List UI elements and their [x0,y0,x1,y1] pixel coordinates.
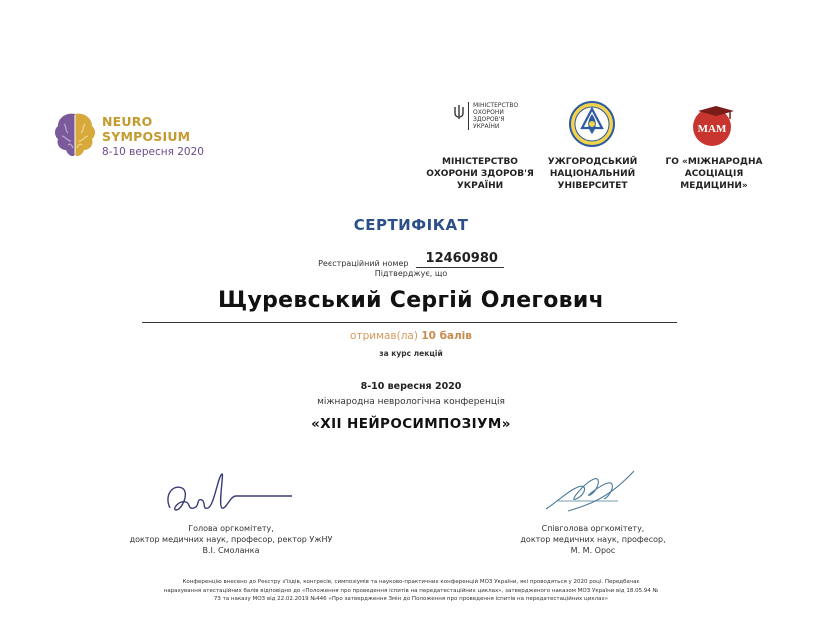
emblem-line: ОХОРОНИ [473,109,504,116]
registration-label: Реєстраційний номер [318,259,409,268]
emblem-line: МІНІСТЕРСТВО [473,102,519,109]
name-underline [142,322,677,323]
footer-line: Конференцію внесено до Реєстру з'їздів, конгресів, симпозіумів та науково-практичних конференцій МОЗ України, які проводяться у 2020 році. Передбачає [182,579,640,585]
signature-right-icon [538,461,648,521]
logo-line-symposium: SYMPOSIUM [102,129,191,144]
course-text: за курс лекцій [379,349,443,358]
emblem-line: УКРАЇНИ [473,123,500,130]
mam-name [658,156,770,192]
received-prefix: отримав(ла) [350,330,418,342]
confirm-text: Підтверджує, що [374,269,448,278]
org-name-line: ГО «МІЖНАРОДНА [665,157,763,167]
signature-block-right [478,523,708,556]
neuro-symposium-logo [52,110,222,166]
conference-description: міжнародна неврологічна конференція [317,397,505,407]
org-name-line: АСОЦІАЦІЯ [684,169,744,179]
logo-date: 8-10 вересня 2020 [102,146,204,158]
points-value: 10 балів [421,330,472,342]
footer-note [60,578,762,604]
footer-line: нарахування атестаційних балів відповідно до «Положення про проведення іспитів на передатестаційних циклах», затвердженого наказом МОЗ України від 18.05.94 № [163,587,659,594]
recipient-name: Щуревський Сергій Олегович [218,288,604,313]
registration-number: 12460980 [416,251,504,268]
signature-block-left [100,523,362,556]
org-name-line: МЕДИЦИНИ» [680,181,748,191]
mam-badge-text: MAM [697,123,727,135]
ministry-emblem-text [468,102,518,130]
certificate-title: СЕРТИФІКАТ [353,216,469,234]
signature-line: М. М. Орос [570,546,616,555]
conference-date: 8-10 вересня 2020 [360,381,462,392]
org-name-line: УКРАЇНИ [456,181,504,191]
signature-line: доктор медичних наук, професор, ректор УжНУ [129,535,333,544]
registration-row [0,247,822,268]
brain-icon [52,110,98,162]
trident-icon [454,104,464,120]
conference-name: «XII НЕЙРОСИМПОЗІУМ» [311,416,511,432]
org-name-line: УНІВЕРСИТЕТ [557,181,628,191]
ministry-name [410,156,550,192]
signature-line: В.І. Смоланка [202,546,260,555]
signature-left-icon [160,466,300,521]
university-name [535,156,650,192]
logo-line-neuro: NEURO [102,114,153,129]
org-name-line: МІНІСТЕРСТВО [442,157,518,167]
signature-line: доктор медичних наук, професор, [520,535,666,544]
org-name-line: НАЦІОНАЛЬНИЙ [549,169,636,179]
mam-logo-icon [690,100,738,148]
university-emblem-icon [568,100,616,148]
emblem-line: ЗДОРОВ'Я [473,116,505,123]
signature-line: Співголова оргкомітету, [541,524,645,533]
org-name-line: УЖГОРОДСЬКИЙ [547,157,638,167]
signature-line: Голова оргкомітету, [188,524,274,533]
received-points [0,330,822,342]
org-name-line: ОХОРОНИ ЗДОРОВ'Я [426,169,534,179]
footer-line: 73 та наказу МОЗ від 22.02.2019 №446 «Про затвердження Змін до Положення про проведення іспитів на передатестаційних циклах» [213,596,609,602]
